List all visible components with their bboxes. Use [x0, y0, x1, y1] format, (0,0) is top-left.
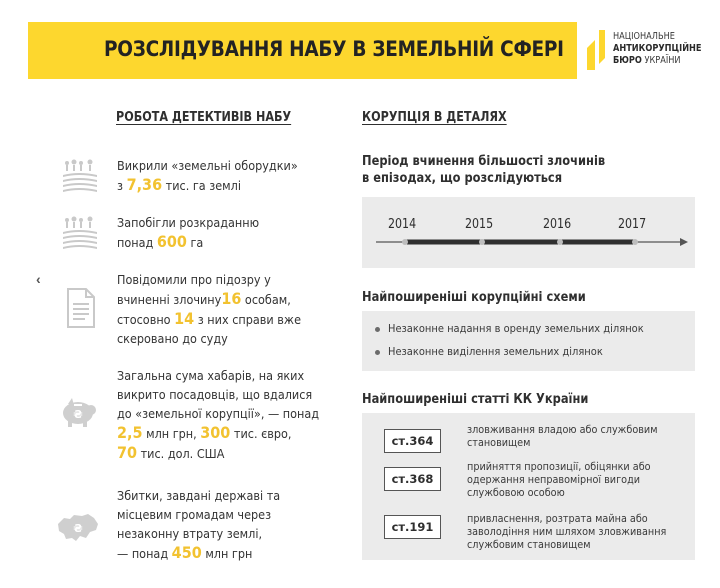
stat-4-number-uah: 2,5 — [117, 423, 143, 442]
schemes-panel — [362, 311, 695, 371]
article-code-364: ст.364 — [384, 429, 441, 453]
stat-4-unit-eur: тис. євро, — [230, 426, 292, 441]
stat-3-line-2 — [117, 289, 301, 309]
field-plants-icon — [61, 216, 99, 250]
stat-4-number-eur: 300 — [200, 423, 231, 442]
timeline-arrow-icon — [680, 238, 688, 246]
svg-text:₴: ₴ — [73, 522, 83, 535]
nabu-logo-text — [613, 31, 702, 67]
schemes-title: Найпоширеніші корупційні схеми — [362, 290, 586, 305]
document-icon — [66, 288, 96, 328]
article-364-line-1: зловживання владою або службовим — [467, 424, 658, 436]
timeline-year-2016: 2016 — [543, 217, 572, 232]
stat-3-line-3 — [117, 309, 301, 329]
article-desc-191 — [467, 513, 666, 552]
stat-item-1 — [117, 156, 298, 195]
stat-4-line-5 — [117, 443, 319, 463]
logo-line-2: АНТИКОРУПЦІЙНЕ — [613, 43, 702, 54]
timeline-year-2017: 2017 — [618, 217, 647, 232]
stat-5-number: 450 — [171, 543, 202, 562]
article-code-191: ст.191 — [384, 515, 441, 539]
article-desc-368 — [467, 461, 651, 500]
right-section-heading: КОРУПЦІЯ В ДЕТАЛЯХ — [362, 110, 507, 125]
stat-4-line-1: Загальна сума хабарів, на яких — [117, 368, 305, 383]
timeline-marker-2016 — [557, 239, 563, 245]
article-191-line-1: привласнення, розтрата майна або — [467, 513, 648, 525]
stat-5-line-1: Збитки, завдані державі та — [117, 488, 281, 503]
article-desc-364 — [467, 424, 657, 450]
stat-5-line-3: незаконну втрату землі, — [117, 526, 263, 541]
article-364-line-2: становищем — [467, 437, 531, 449]
stat-4-unit-uah: млн грн, — [142, 426, 201, 441]
stat-1-line-2 — [117, 175, 298, 195]
stat-3-suffix-b: з них справи вже — [194, 312, 301, 327]
stat-2-number: 600 — [156, 232, 187, 251]
left-section-heading: РОБОТА ДЕТЕКТИВІВ НАБУ — [116, 110, 292, 125]
stat-1-prefix: з — [117, 178, 127, 193]
stat-5-prefix: — понад — [117, 546, 172, 561]
stat-4-line-2: викрито посадовців, що вдалися — [117, 387, 313, 402]
page-title: РОЗСЛІДУВАННЯ НАБУ В ЗЕМЕЛЬНІЙ СФЕРІ — [104, 37, 564, 61]
timeline-marker-2015 — [479, 239, 485, 245]
stat-4-number-usd: 70 — [117, 443, 138, 462]
stat-5-line-2: місцевим громадам через — [117, 507, 272, 522]
timeline-year-2014: 2014 — [388, 217, 417, 232]
article-code-368: ст.368 — [384, 467, 441, 491]
stat-2-suffix: га — [186, 235, 204, 250]
stat-3-line-1: Повідомили про підозру у — [117, 272, 271, 287]
previous-arrow-icon[interactable]: ‹ — [36, 271, 41, 287]
timeline-chart — [362, 197, 695, 268]
stat-1-number: 7,36 — [126, 175, 163, 194]
stat-1-suffix: тис. га землі — [162, 178, 241, 193]
stat-1-line-1: Викрили «земельні оборудки» — [117, 158, 298, 173]
stat-item-4 — [117, 366, 319, 463]
period-title — [362, 153, 605, 187]
timeline-marker-2014 — [402, 239, 408, 245]
bullet-icon — [375, 327, 380, 332]
logo-line-3 — [613, 55, 702, 67]
article-191-line-3: службовим становищем — [467, 539, 591, 551]
stat-2-line-1: Запобігли розкраданню — [117, 215, 260, 230]
scheme-item-1: Незаконне надання в оренду земельних ділянок — [388, 322, 644, 335]
stat-3-suffix: особам, — [241, 292, 291, 307]
svg-text:₴: ₴ — [73, 408, 83, 421]
logo-line-3-bold: БЮРО — [613, 55, 642, 66]
stat-4-line-3: до «земельної корупції», — понад — [117, 406, 320, 421]
period-title-line-2: в епізодах, що розслідуються — [362, 171, 563, 186]
stat-item-2 — [117, 213, 259, 252]
stat-3-prefix: вчиненні злочину — [117, 292, 222, 307]
logo-line-3-rest: УКРАЇНИ — [641, 55, 681, 66]
stat-item-3 — [117, 270, 301, 348]
stat-5-suffix: млн грн — [201, 546, 253, 561]
stat-3-prefix-b: стосовно — [117, 312, 175, 327]
stat-3-line-4: скеровано до суду — [117, 331, 228, 346]
period-title-line-1: Період вчинення більшості злочинів — [362, 154, 606, 169]
logo-line-1: НАЦІОНАЛЬНЕ — [613, 31, 675, 42]
stat-2-line-2 — [117, 232, 259, 252]
articles-title: Найпоширеніші статті КК України — [362, 392, 589, 407]
stat-5-line-4 — [117, 543, 280, 563]
stat-3-number-a: 16 — [221, 289, 242, 308]
field-plants-icon — [61, 159, 99, 193]
scheme-item-2: Незаконне виділення земельних ділянок — [388, 345, 603, 358]
stat-item-5 — [117, 486, 280, 563]
article-368-line-2: одержання неправомірної вигоди — [467, 474, 641, 486]
nabu-logo-icon — [585, 30, 607, 70]
stat-4-line-4 — [117, 423, 319, 443]
piggy-bank-icon — [58, 396, 98, 428]
article-191-line-2: заволодіння ним шляхом зловживання — [467, 526, 667, 538]
stat-2-prefix: понад — [117, 235, 157, 250]
article-368-line-3: службовою особою — [467, 487, 565, 499]
bullet-icon — [375, 350, 380, 355]
ukraine-map-icon — [56, 512, 100, 544]
article-368-line-1: прийняття пропозиції, обіцянки або — [467, 461, 651, 473]
timeline-year-2015: 2015 — [465, 217, 494, 232]
stat-4-unit-usd: тис. дол. США — [137, 446, 225, 461]
timeline-marker-2017 — [632, 239, 638, 245]
stat-3-number-b: 14 — [174, 309, 195, 328]
